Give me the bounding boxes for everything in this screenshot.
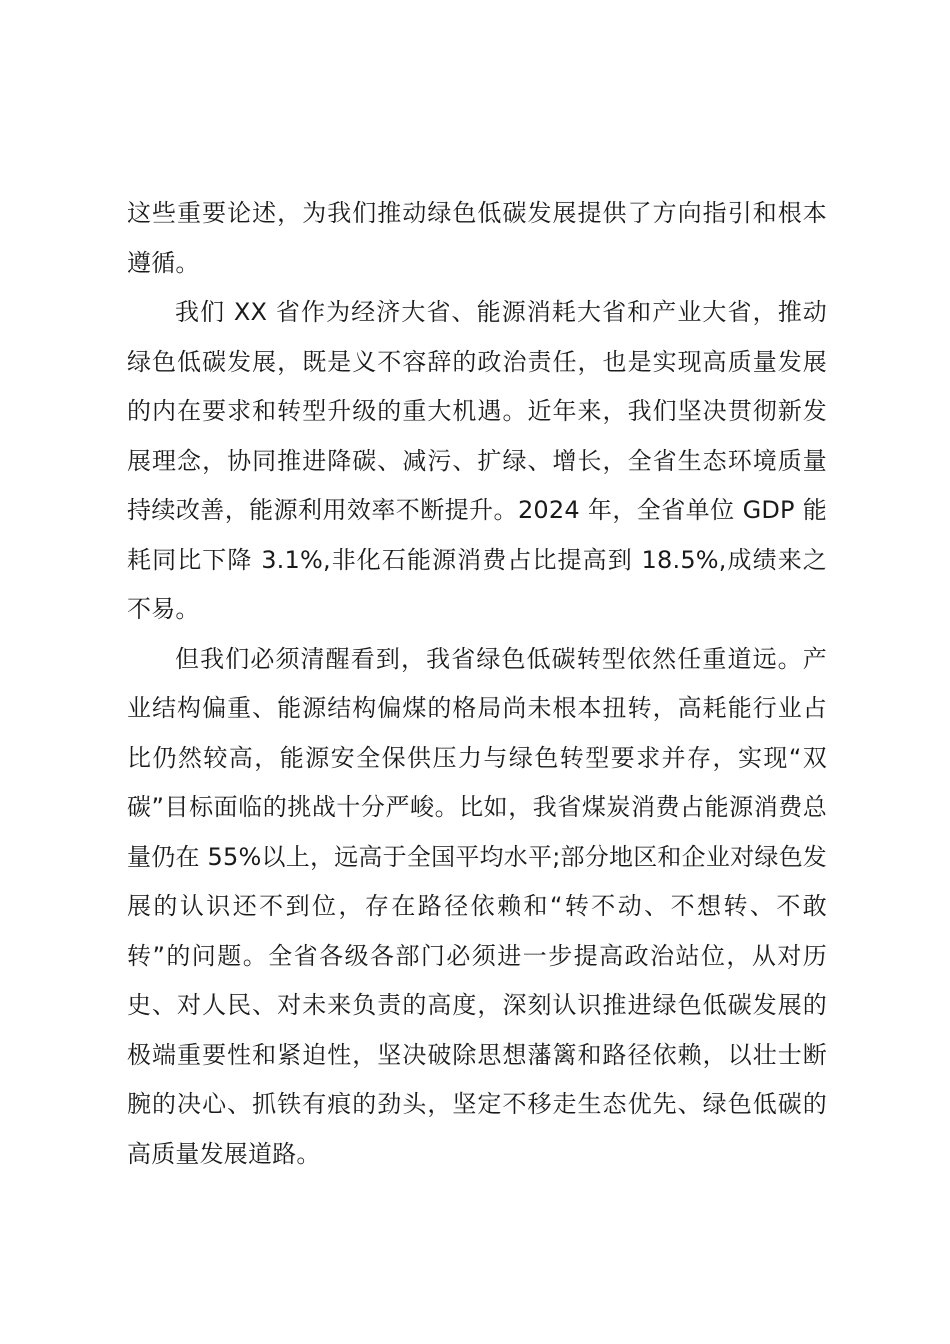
paragraph-continuation: 这些重要论述，为我们推动绿色低碳发展提供了方向指引和根本遵循。	[127, 199, 827, 277]
body-text	[127, 189, 827, 1179]
paragraph-challenges: 但我们必须清醒看到，我省绿色低碳转型依然任重道远。产业结构偏重、能源结构偏煤的格局尚未根本扭转，高耗能行业占比仍然较高，能源安全保供压力与绿色转型要求并存，实现“双碳”目标面临的挑战十分严峻。比如，我省煤炭消费占能源消费总量仍在 55%以上，远高于全国平均水平;部分地区和企业对绿色发展的认识还不到位，存在路径依赖和“转不动、不想转、不敢转”的问题。全省各级各部门必须进一步提高政治站位，从对历史、对人民、对未来负责的高度，深刻认识推进绿色低碳发展的极端重要性和紧迫性，坚决破除思想藩篱和路径依赖，以壮士断腕的决心、抓铁有痕的劲头，坚定不移走生态优先、绿色低碳的高质量发展道路。	[127, 644, 827, 1168]
paragraph-province-progress: 我们 XX 省作为经济大省、能源消耗大省和产业大省，推动绿色低碳发展，既是义不容辞的政治责任，也是实现高质量发展的内在要求和转型升级的重大机遇。近年来，我们坚决贯彻新发展理念，协同推进降碳、减污、扩绿、增长，全省生态环境质量持续改善，能源利用效率不断提升。2024 年，全省单位 GDP 能耗同比下降 3.1%,非化石能源消费占比提高到 18.5%,成绩来之不易。	[127, 298, 827, 623]
